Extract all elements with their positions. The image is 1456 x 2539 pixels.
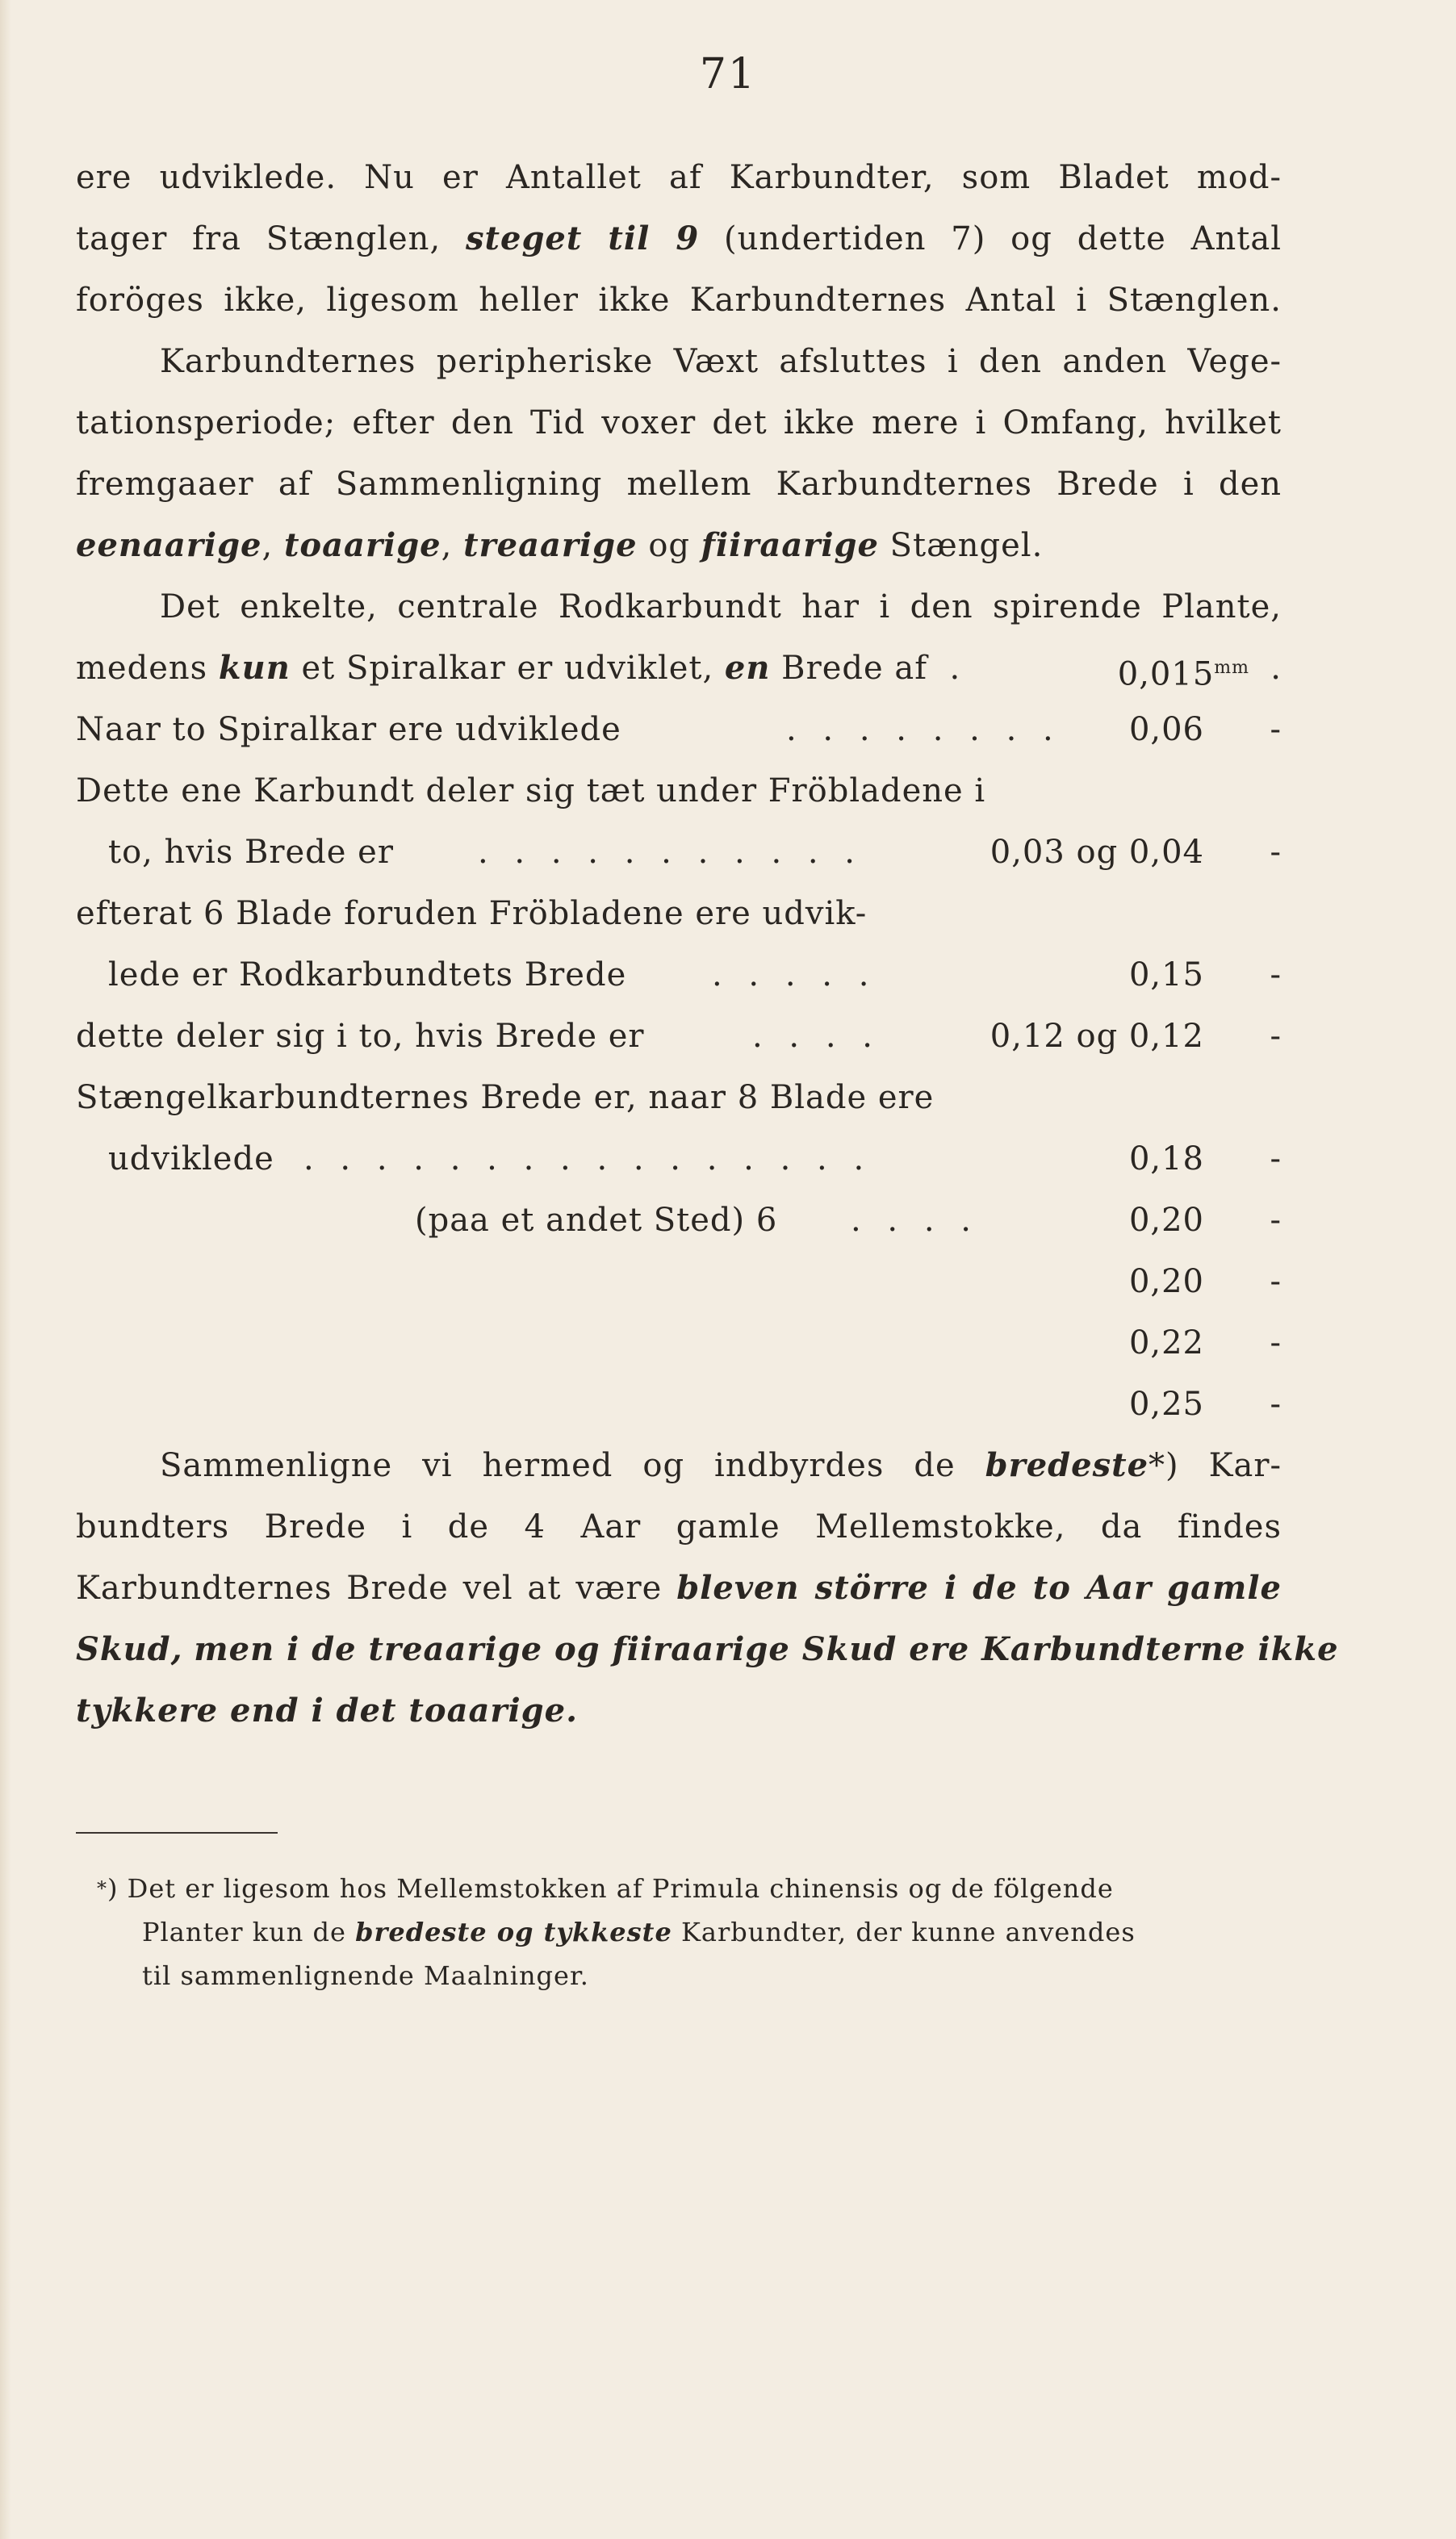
footnote-line: til sammenlignende Maalninger. (142, 1960, 589, 1991)
measurement-row: 0,25 - (76, 1380, 1282, 1428)
text-line: Skud, men i de treaarige og fiiraarige Skud ere Karbundterne ikke (76, 1630, 1339, 1668)
text-line: Karbundternes peripheriske Væxt afsluttes i den anden Vege- (160, 343, 1282, 380)
measurement-value: 0,22 (1128, 1324, 1204, 1362)
footnote-line: *) Det er ligesom hos Mellemstokken af Primula chinensis og de fölgende (97, 1873, 1114, 1904)
measurement-value: 0,15 (1128, 956, 1204, 993)
measurement-value: 0,20 (1128, 1263, 1204, 1300)
measurement-value: 0,03 og 0,04 (989, 834, 1204, 871)
footnote-line: Planter kun de bredeste og tykkeste Karbundter, der kunne anvendes (142, 1917, 1136, 1947)
measurement-value: 0,20 (1128, 1202, 1204, 1239)
text-line: tationsperiode; efter den Tid voxer det ikke mere i Omfang, hvilket (76, 404, 1282, 441)
measurement-row: Dette ene Karbundt deler sig tæt under Fröbladene i (76, 772, 986, 809)
measurement-row: (paa et andet Sted) 6 . . . . 0,20 - (76, 1196, 1282, 1244)
measurement-value: 0,18 (1128, 1140, 1204, 1177)
text-line: eenaarige, toaarige, treaarige og fiiraarige Stængel. (76, 526, 1044, 564)
text-line: Det enkelte, centrale Rodkarbundt har i den spirende Plante, (160, 588, 1282, 625)
measurement-row: 0,22 - (76, 1319, 1282, 1367)
measurement-row: dette deler sig i to, hvis Brede er . . . . 0,12 og 0,12 - (76, 1012, 1282, 1060)
text-line: Sammenligne vi hermed og indbyrdes de bredeste*) Kar- (160, 1446, 1282, 1484)
page-edge (0, 0, 11, 2539)
text-line: Karbundternes Brede vel at være bleven större i de to Aar gamle (76, 1569, 1282, 1607)
measurement-row: medens kun et Spiralkar er udviklet, en Brede af . $0,015^{mm}$ . (76, 644, 1282, 692)
measurement-row: 0,20 - (76, 1257, 1282, 1306)
emphasis: steget til 9 (466, 220, 700, 257)
text-line: ere udviklede. Nu er Antallet af Karbundter, som Bladet mod- (76, 159, 1282, 196)
measurement-row: udviklede . . . . . . . . . . . . . . . . 0,18 - (76, 1135, 1282, 1183)
measurement-row: lede er Rodkarbundtets Brede . . . . . 0,15 - (76, 951, 1282, 999)
measurement-row: efterat 6 Blade foruden Fröbladene ere udvik- (76, 895, 868, 932)
text-line: fremgaaer af Sammenligning mellem Karbundternes Brede i den (76, 466, 1282, 503)
measurement-value: 0,12 og 0,12 (989, 1018, 1204, 1055)
page-number: 71 (699, 50, 757, 98)
footnote-rule (76, 1832, 278, 1834)
measurement-value: $0,015^{mm}$ (1117, 655, 1249, 693)
measurement-row: Stængelkarbundternes Brede er, naar 8 Blade ere (76, 1079, 935, 1116)
measurement-value: 0,25 (1128, 1386, 1204, 1423)
text-line: bundters Brede i de 4 Aar gamle Mellemstokke, da findes (76, 1508, 1282, 1546)
measurement-row: Naar to Spiralkar ere udviklede . . . . . . . . 0,06 - (76, 705, 1282, 754)
text-line: tager fra Stænglen, steget til 9 (undertiden 7) og dette Antal (76, 220, 1282, 257)
text-line: tykkere end i det toaarige. (76, 1692, 579, 1730)
measurement-row: to, hvis Brede er . . . . . . . . . . . 0,03 og 0,04 - (76, 828, 1282, 876)
text-line: foröges ikke, ligesom heller ikke Karbundternes Antal i Stænglen. (76, 282, 1282, 319)
measurement-value: 0,06 (1128, 711, 1204, 748)
